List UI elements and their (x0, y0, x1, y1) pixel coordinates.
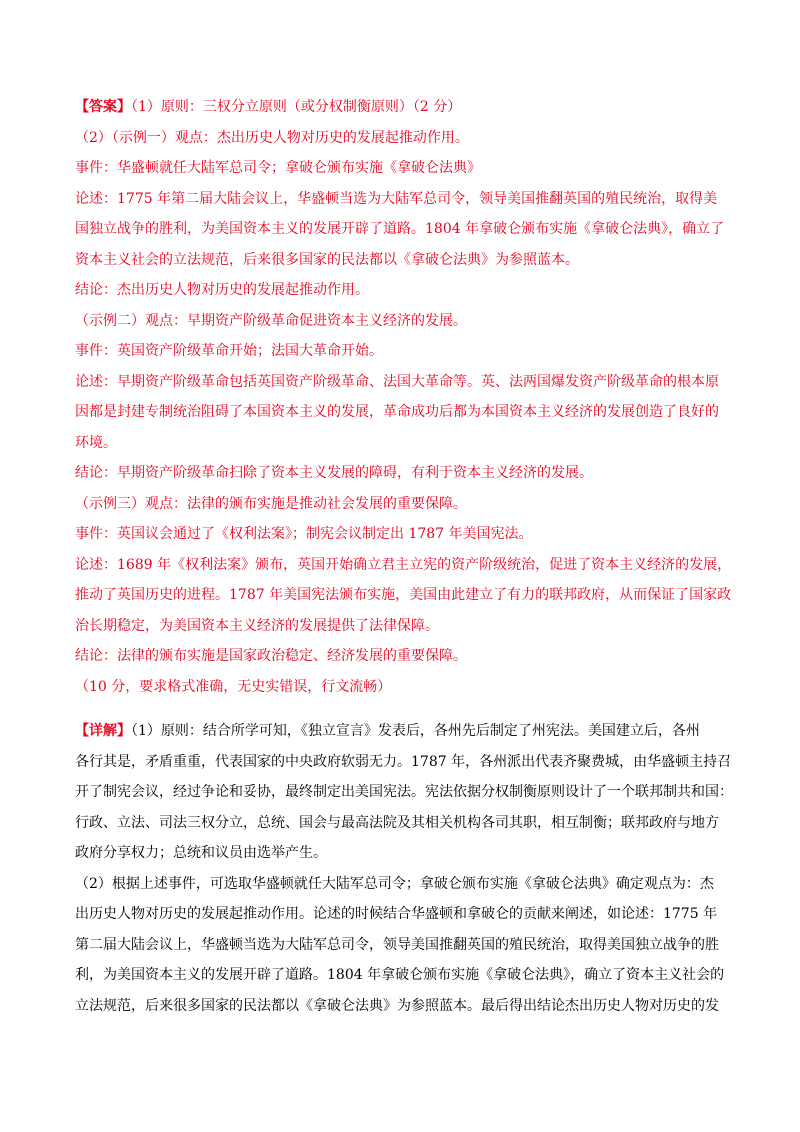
detail-text: 开了制宪会议，经过争论和妥协，最终制定出美国宪法。宪法依据分权制衡原则设计了一个联邦制共和国： (75, 784, 733, 800)
detail-line (75, 996, 735, 1016)
detail-line (75, 935, 735, 955)
detail-line (75, 843, 735, 863)
detail-line (75, 782, 735, 802)
answer-text: 治长期稳定，为美国资本主义经济的发展提供了法律保障。 (75, 617, 439, 634)
answer-text: （2）（示例一）观点：杰出历史人物对历史的发展起推动作用。 (75, 129, 469, 146)
answer-line (75, 555, 735, 575)
answer-text: （10 分，要求格式准确，无史实错误，行文流畅） (75, 678, 392, 695)
answer-line (75, 250, 735, 270)
answer-line (75, 402, 735, 422)
answer-tag: 【答案】 (75, 99, 131, 115)
answer-line (75, 463, 735, 483)
answer-text: 国独立战争的胜利，为美国资本主义的发展开辟了道路。1804 年拿破仑颁布实施《拿破仑法典》，确立了 (75, 221, 725, 237)
detail-text: （1）原则：结合所学可知，《独立宣言》发表后，各州先后制定了州宪法。美国建立后，各州 (131, 723, 700, 739)
answer-line (75, 494, 735, 514)
detail-line (75, 904, 735, 924)
detail-text: 各行其是，矛盾重重，代表国家的中央政府软弱无力。1787 年，各州派出代表齐聚费城，由华盛顿主持召 (75, 753, 732, 770)
answer-line (75, 158, 735, 178)
answer-line (75, 311, 735, 331)
answer-text: （1）原则：三权分立原则（或分权制衡原则）（2 分） (131, 99, 462, 115)
answer-line (75, 616, 735, 636)
detail-text: 利，为美国资本主义的发展开辟了道路。1804 年拿破仑颁布实施《拿破仑法典》，确立了资本主义社会的 (75, 967, 725, 983)
answer-text: （示例二）观点：早期资产阶级革命促进资本主义经济的发展。 (75, 312, 467, 329)
detail-line (75, 721, 735, 741)
detail-text: 第二届大陆会议上，华盛顿当选为大陆军总司令，领导美国推翻英国的殖民统治，取得美国独立战争的胜 (75, 936, 719, 953)
answer-line (75, 372, 735, 392)
detail-text: （2）根据上述事件，可选取华盛顿就任大陆军总司令；拿破仑颁布实施《拿破仑法典》确定观点为：杰 (75, 875, 714, 892)
answer-line (75, 189, 735, 209)
answer-text: 事件：英国资产阶级革命开始；法国大革命开始。 (75, 343, 383, 359)
answer-text: （示例三）观点：法律的颁布实施是推动社会发展的重要保障。 (75, 495, 467, 512)
detail-text: 行政、立法、司法三权分立，总统、国会与最高法院及其相关机构各司其职，相互制衡；联邦政府与地方 (75, 814, 719, 831)
answer-text: 结论：早期资产阶级革命扫除了资本主义发展的障碍，有利于资本主义经济的发展。 (75, 465, 593, 481)
answer-line (75, 97, 735, 117)
answer-text: 事件：英国议会通过了《权利法案》；制宪会议制定出 1787 年美国宪法。 (75, 526, 533, 542)
detail-line (75, 874, 735, 894)
detail-line (75, 965, 735, 985)
detail-line (75, 752, 735, 772)
answer-line (75, 128, 735, 148)
answer-line (75, 433, 735, 453)
detail-tag: 【详解】 (75, 723, 131, 739)
answer-text: 论述：1775 年第二届大陆会议上，华盛顿当选为大陆军总司令，领导美国推翻英国的殖民统治，取得美 (75, 190, 718, 207)
answer-line (75, 677, 735, 697)
detail-text: 立法规范，后来很多国家的民法都以《拿破仑法典》为参照蓝本。最后得出结论杰出历史人物对历史的发 (75, 997, 719, 1014)
answer-text: 因都是封建专制统治阻碍了本国资本主义的发展，革命成功后都为本国资本主义经济的发展创造了良好的 (75, 404, 719, 420)
answer-text: 论述：早期资产阶级革命包括英国资产阶级革命、法国大革命等。英、法两国爆发资产阶级革命的根本原 (75, 373, 719, 390)
answer-line (75, 524, 735, 544)
answer-line (75, 280, 735, 300)
answer-text: 事件：华盛顿就任大陆军总司令；拿破仑颁布实施《拿破仑法典》 (75, 160, 481, 176)
answer-line (75, 585, 735, 605)
answer-text: 结论：法律的颁布实施是国家政治稳定、经济发展的重要保障。 (75, 648, 467, 664)
detail-line (75, 813, 735, 833)
answer-line (75, 341, 735, 361)
answer-text: 环境。 (75, 434, 117, 451)
detail-text: 政府分享权力；总统和议员由选举产生。 (75, 845, 327, 861)
answer-line (75, 646, 735, 666)
answer-text: 论述：1689 年《权利法案》颁布，英国开始确立君主立宪的资产阶级统治，促进了资本主义经济的发展， (75, 556, 732, 573)
detail-text: 出历史人物对历史的发展起推动作用。论述的时候结合华盛顿和拿破仑的贡献来阐述，如论述：1775 年 (75, 906, 718, 922)
answer-text: 资本主义社会的立法规范，后来很多国家的民法都以《拿破仑法典》为参照蓝本。 (75, 251, 579, 268)
answer-line (75, 219, 735, 239)
answer-text: 推动了英国历史的进程。1787 年美国宪法颁布实施，美国由此建立了有力的联邦政府，从而保证了国家政 (75, 587, 732, 603)
answer-text: 结论：杰出历史人物对历史的发展起推动作用。 (75, 282, 369, 298)
